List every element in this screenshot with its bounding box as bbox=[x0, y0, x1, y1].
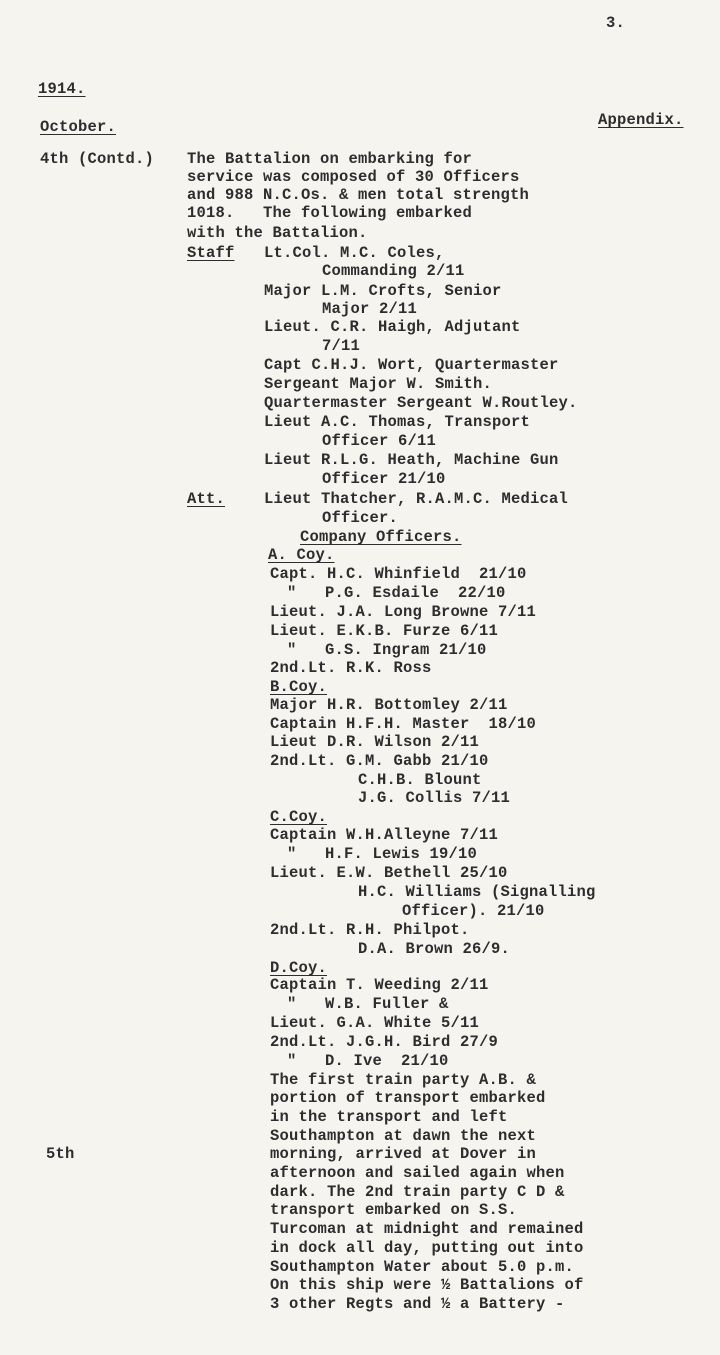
narrative-line: morning, arrived at Dover in bbox=[270, 1145, 537, 1163]
narrative-line: in dock all day, putting out into bbox=[270, 1239, 584, 1257]
staff-line: Commanding 2/11 bbox=[322, 262, 465, 280]
company-line: Captain T. Weeding 2/11 bbox=[270, 976, 489, 994]
staff-line: Capt C.H.J. Wort, Quartermaster bbox=[264, 356, 559, 374]
month-heading: October. bbox=[40, 118, 117, 136]
narrative-line: The first train party A.B. & bbox=[270, 1071, 537, 1089]
narrative-line: transport embarked on S.S. bbox=[270, 1201, 518, 1219]
entry-date-5th: 5th bbox=[46, 1145, 75, 1163]
narrative-line: Southampton Water about 5.0 p.m. bbox=[270, 1258, 575, 1276]
company-line: Major H.R. Bottomley 2/11 bbox=[270, 696, 508, 714]
staff-line: Sergeant Major W. Smith. bbox=[264, 375, 493, 393]
staff-line: Officer 21/10 bbox=[322, 470, 446, 488]
company-officers-heading: Company Officers. bbox=[300, 528, 462, 546]
company-line: Lieut. G.A. White 5/11 bbox=[270, 1014, 480, 1032]
company-line: Lieut. E.K.B. Furze 6/11 bbox=[270, 622, 499, 640]
company-line: Capt. H.C. Whinfield 21/10 bbox=[270, 565, 527, 583]
company-line: C.H.B. Blount bbox=[358, 771, 482, 789]
company-line: " W.B. Fuller & bbox=[287, 995, 449, 1013]
staff-line: Lieut A.C. Thomas, Transport bbox=[264, 413, 531, 431]
narrative-line: On this ship were ½ Battalions of bbox=[270, 1276, 584, 1294]
company-line: " H.F. Lewis 19/10 bbox=[287, 845, 478, 863]
company-line: Officer). 21/10 bbox=[402, 902, 545, 920]
company-line: 2nd.Lt. R.H. Philpot. bbox=[270, 921, 470, 939]
company-line: " G.S. Ingram 21/10 bbox=[287, 641, 487, 659]
company-line: " P.G. Esdaile 22/10 bbox=[287, 584, 506, 602]
company-heading-d: D.Coy. bbox=[270, 959, 328, 977]
appendix-label: Appendix. bbox=[598, 111, 684, 129]
company-line: 2nd.Lt. G.M. Gabb 21/10 bbox=[270, 752, 489, 770]
intro-line: The Battalion on embarking for bbox=[187, 150, 473, 168]
company-line: Lieut. E.W. Bethell 25/10 bbox=[270, 864, 508, 882]
entry-date-4th: 4th (Contd.) bbox=[40, 150, 155, 168]
company-line: Captain H.F.H. Master 18/10 bbox=[270, 715, 537, 733]
staff-line: Major L.M. Crofts, Senior bbox=[264, 282, 502, 300]
narrative-line: 3 other Regts and ½ a Battery - bbox=[270, 1295, 565, 1313]
page-number: 3. bbox=[606, 14, 626, 32]
intro-line: with the Battalion. bbox=[187, 224, 368, 242]
narrative-line: portion of transport embarked bbox=[270, 1089, 546, 1107]
attached-line: Lieut Thatcher, R.A.M.C. Medical bbox=[264, 490, 569, 508]
staff-heading: Staff bbox=[187, 244, 235, 262]
company-line: J.G. Collis 7/11 bbox=[358, 789, 511, 807]
company-line: Captain W.H.Alleyne 7/11 bbox=[270, 826, 499, 844]
staff-line: Lt.Col. M.C. Coles, bbox=[264, 244, 445, 262]
company-line: 2nd.Lt. R.K. Ross bbox=[270, 659, 432, 677]
company-heading-c: C.Coy. bbox=[270, 808, 328, 826]
intro-line: and 988 N.C.Os. & men total strength bbox=[187, 186, 530, 204]
staff-line: Officer 6/11 bbox=[322, 432, 437, 450]
narrative-line: dark. The 2nd train party C D & bbox=[270, 1183, 565, 1201]
company-line: H.C. Williams (Signalling bbox=[358, 883, 596, 901]
narrative-line: afternoon and sailed again when bbox=[270, 1164, 565, 1182]
attached-line: Officer. bbox=[322, 509, 399, 527]
narrative-line: in the transport and left bbox=[270, 1108, 508, 1126]
staff-line: Major 2/11 bbox=[322, 300, 418, 318]
staff-line: Lieut R.L.G. Heath, Machine Gun bbox=[264, 451, 559, 469]
company-heading-a: A. Coy. bbox=[268, 546, 335, 564]
staff-line: 7/11 bbox=[322, 337, 361, 355]
company-heading-b: B.Coy. bbox=[270, 678, 328, 696]
narrative-line: Southampton at dawn the next bbox=[270, 1127, 537, 1145]
year-heading: 1914. bbox=[38, 80, 86, 98]
company-line: Lieut D.R. Wilson 2/11 bbox=[270, 733, 480, 751]
company-line: 2nd.Lt. J.G.H. Bird 27/9 bbox=[270, 1033, 499, 1051]
company-line: Lieut. J.A. Long Browne 7/11 bbox=[270, 603, 537, 621]
staff-line: Lieut. C.R. Haigh, Adjutant bbox=[264, 318, 521, 336]
narrative-line: Turcoman at midnight and remained bbox=[270, 1220, 584, 1238]
attached-heading: Att. bbox=[187, 490, 226, 508]
company-line: D.A. Brown 26/9. bbox=[358, 940, 511, 958]
staff-line: Quartermaster Sergeant W.Routley. bbox=[264, 394, 578, 412]
company-line: " D. Ive 21/10 bbox=[287, 1052, 449, 1070]
intro-line: service was composed of 30 Officers bbox=[187, 168, 520, 186]
intro-line: 1018. The following embarked bbox=[187, 204, 473, 222]
